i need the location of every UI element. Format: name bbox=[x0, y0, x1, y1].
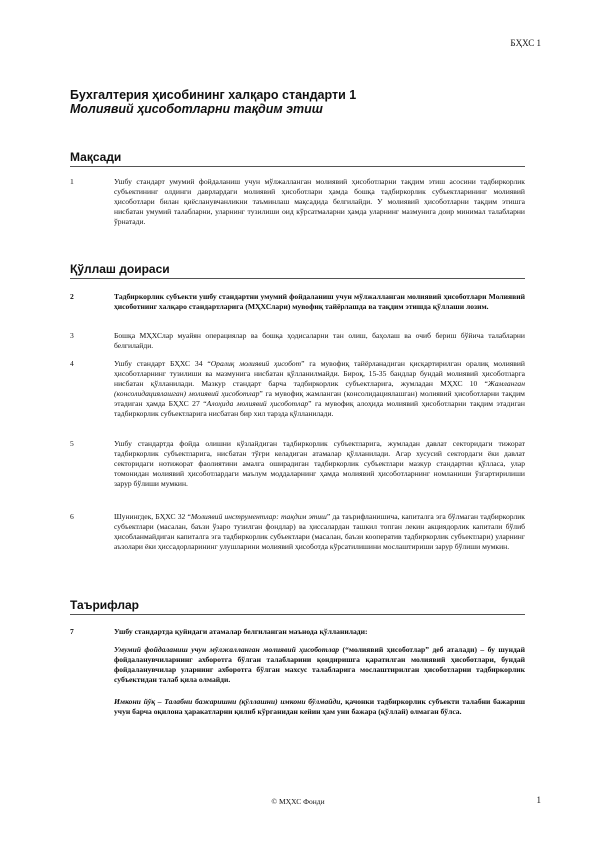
section-heading-scope: Қўллаш доираси bbox=[70, 262, 525, 279]
paragraph-text: Тадбиркорлик субъекти ушбу стандартни умумий фойдаланиш учун мўлжалланган молиявий ҳисоботлари Молиявий ҳисоботнинг халқаро стандартларига (МҲХСлари) мувофиқ тайёрлашда ва тақдим этишда қўллаши лозим. bbox=[114, 292, 525, 311]
definition-text: , қачонки тадбиркорлик субъекти талабни бажариш учун барча оқилона ҳаракатларни қилиб кўрганидан кейин ҳам уни бажара (қўллай) олмаган бўлса. bbox=[114, 697, 525, 716]
cited-standard-title: Алоҳида молиявий ҳисоботлар bbox=[206, 398, 309, 408]
paragraph-number: 4 bbox=[70, 359, 74, 368]
paragraph-1 bbox=[70, 177, 525, 227]
definition-impracticable bbox=[114, 697, 525, 717]
paragraph-6 bbox=[70, 512, 525, 552]
paragraph-5 bbox=[70, 439, 525, 489]
section-heading-definitions: Таърифлар bbox=[70, 598, 525, 615]
paragraph-7 bbox=[70, 627, 525, 637]
standard-subtitle: Молиявий ҳисоботларни тақдим этиш bbox=[70, 102, 323, 116]
paragraph-text bbox=[114, 359, 525, 418]
title-block bbox=[70, 88, 525, 116]
defined-term: Умумий фойдаланиш учун мўлжалланган молиявий ҳисоботлар bbox=[114, 645, 340, 654]
definition-text: (“молиявий ҳисоботлар” деб аталади) – бу шундай фойдаланувчиларнинг ахборотга бўлган талабларини қондиришга қаратилган молиявий ҳисоботлари, бундай фойдаланувчилар уларнинг ахборотга бўлган махсус талабларига мослаштирилган ҳисоботларни тадбиркорлик субъектидан талаб қила олмайди. bbox=[114, 645, 525, 684]
paragraph-text: Бошқа МҲХСлар муайян операциялар ва бошқа ҳодисаларни тан олиш, баҳолаш ва очиб бериш бўйича талабларни белгилайди. bbox=[114, 331, 525, 350]
text-run: Шунингдек, БҲХС 32 “ bbox=[114, 512, 191, 521]
text-run: ” га мувофиқ жамланган (консолидациялашган) молиявий ҳисоботларни тақдим этадиган ҳамда БҲХС 27 “ bbox=[114, 388, 525, 408]
section-heading-objective: Мақсади bbox=[70, 150, 525, 167]
text-run: ” га мувофиқ тайёрланадиган қисқартирилган оралиқ молиявий ҳисоботларнинг тузилиши ва мазмунига нисбатан қўлланилмайди. Бироқ, 15-35 бандлар бундай молиявий ҳисоботларга нисбатан қўлланилади. Мазкур стандарт барча тадбиркорлик субъектларига, жумладан МҲХС 10 “ bbox=[114, 359, 525, 388]
footer-copyright: © МҲХС Фонди bbox=[271, 797, 325, 806]
page-number: 1 bbox=[536, 795, 541, 805]
paragraph-text: Ушбу стандарт умумий фойдаланиш учун мўлжалланган молиявий ҳисоботларни тақдим этиш асосини тадбиркорлик субъектининг олдинги даврлардаги молиявий ҳисоботлари ҳамда бошқа тадбиркорлик субъектларининг молиявий ҳисоботлари билан қиёсланувчанликни таъминлаш мақсадида белгилайди. У молиявий ҳисоботларни тақдим этишга нисбатан умумий талабларни, уларнинг тузилиши оид кўрсатмаларни ҳамда уларнинг мазмунига доир минимал талабларни ўрнатади. bbox=[114, 177, 525, 226]
text-run: Ушбу стандарт БҲХС 34 “ bbox=[114, 359, 211, 368]
paragraph-text: Ушбу стандартда қуйидаги атамалар белгиланган маънода қўлланилади: bbox=[114, 627, 368, 636]
definition-financial-statements bbox=[114, 645, 525, 685]
paragraph-number: 1 bbox=[70, 177, 74, 186]
standard-title: Бухгалтерия ҳисобининг халқаро стандарти 1 bbox=[70, 88, 357, 102]
paragraph-number: 7 bbox=[70, 627, 74, 636]
cited-standard-title: Оралиқ молиявий ҳисобот bbox=[210, 359, 302, 368]
paragraph-number: 6 bbox=[70, 512, 74, 521]
paragraph-3 bbox=[70, 331, 525, 351]
paragraph-text bbox=[114, 512, 525, 552]
text-run: ” да таърифланишича, капиталга эга бўлмаган тадбиркорлик субъектлари (масалан, баъзи ўзаро тузилган фондлар) ва ҳиссалардан ташкил топган лекин акциядорлик капитали бўлиб ҳисобланмайдиган капиталга эга тадбиркорлик субъектлари (масалан, баъзи кооператив тадбиркорлик субъектлари) уларнинг аъзолари ёки ҳиссадорларининг улушларини молиявий ҳисоботда кўрсатилишини мослаштириши зарур бўлиши мумкин. bbox=[114, 512, 525, 551]
paragraph-number: 2 bbox=[70, 292, 74, 301]
paragraph-4 bbox=[70, 359, 525, 418]
paragraph-text: Ушбу стандартда фойда олишни кўзлайдиган тадбиркорлик субъектларига, жумладан давлат секторидаги тижорат тадбиркорлик субъектларига, нисбатан тўғри келадиган атамалар қўлланилади. Агар хусусий сектордаги ёки давлат секторидаги нотижорат фаолиятини амалга оширадиган тадбиркорлик субъектлари мазкур стандартни қўлласа, улар томонидан молиявий ҳисоботлардаги маълум моддаларнинг ҳамда молиявий ҳисоботларнинг номланиши ўзгартирилиши зарур бўлиши мумкин. bbox=[114, 439, 525, 488]
cited-standard-title: Молиявий инструментлар: тақдим этиш bbox=[190, 512, 327, 521]
paragraph-2 bbox=[70, 292, 525, 312]
document-code: БҲХС 1 bbox=[510, 38, 541, 48]
text-run: ” га мувофиқ алоҳида молиявий ҳисоботларни тақдим этадиган тадбиркорлик субъектларига нисбатан бир хил тарзда қўлланилади. bbox=[114, 398, 525, 418]
paragraph-number: 3 bbox=[70, 331, 74, 340]
paragraph-number: 5 bbox=[70, 439, 74, 448]
defined-term: Имкони йўқ – Талабни бажаришни (қўллашни) имкони бўлмайди bbox=[114, 697, 341, 706]
cited-standard-title: Жамланган (консолидациялашган) молиявий ҳисоботлар bbox=[114, 378, 525, 398]
